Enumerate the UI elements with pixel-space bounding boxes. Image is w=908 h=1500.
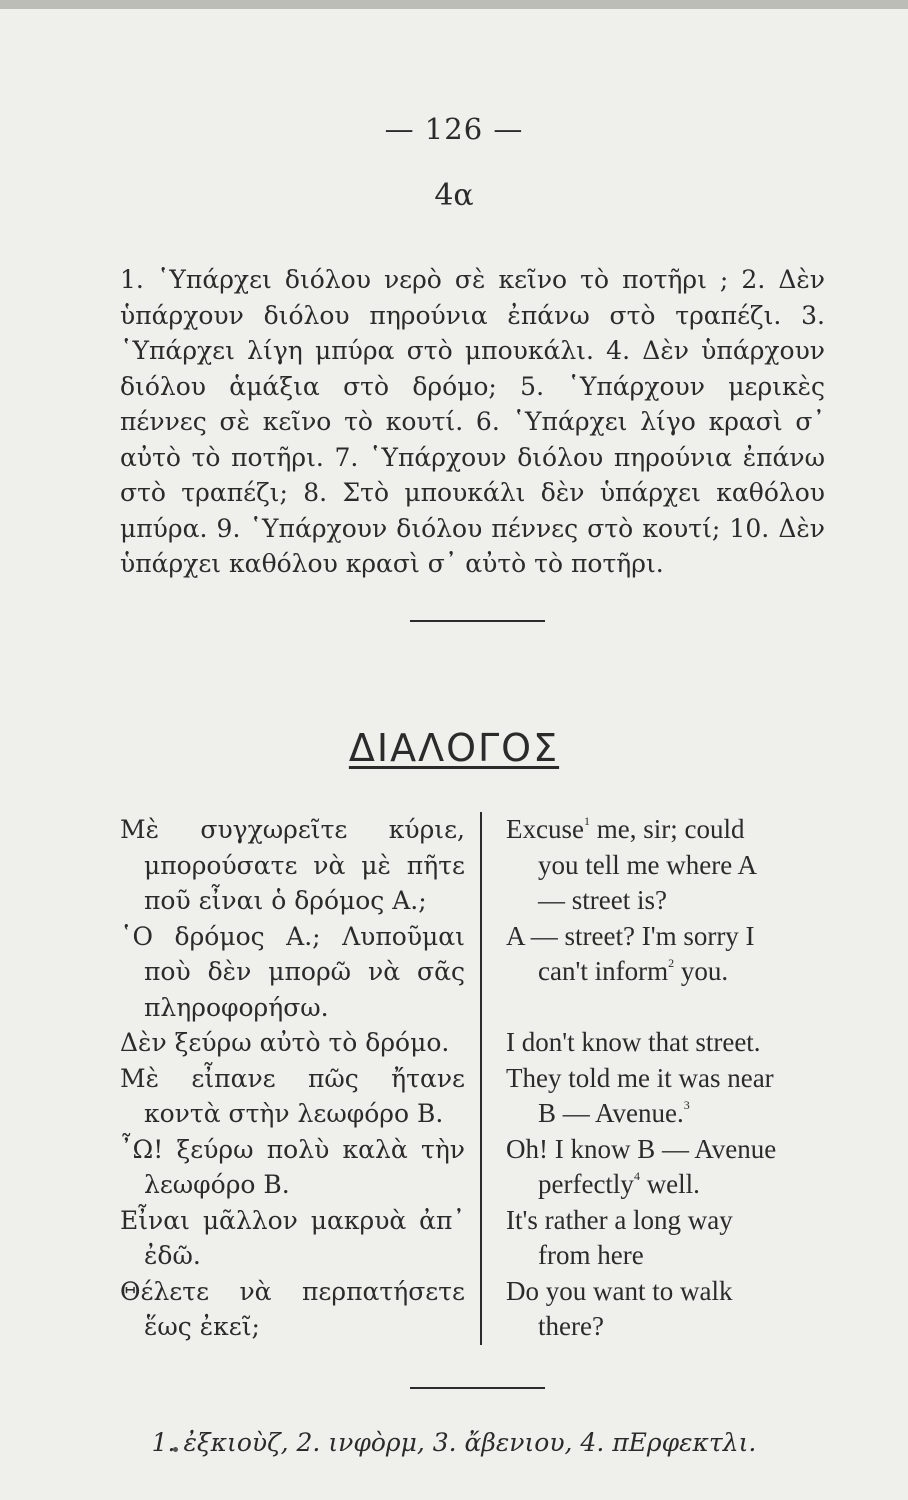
english-line: It's rather a long way from here (480, 1203, 832, 1274)
english-line: Do you want to walk there? (480, 1274, 832, 1345)
greek-line: Θέλετε νὰ περπατήσετε ἕως ἐκεῖ; (120, 1276, 465, 1341)
english-line: I don't know that street. (480, 1025, 832, 1061)
exercise-text: 1. ῾Υπάρχει διόλου νερὸ σὲ κεῖνο τὸ ποτῆρι ; 2. Δὲν ὑπάρχουν διόλου πηρούνια ἐπάνω στὸ τραπέζι. 3. ῾Υπάρχει λίγη μπύρα στὸ μπουκάλι. 4. Δὲν ὑπάρχουν διόλου ἁμάξια στὸ δρόμο; 5. ῾Υπάρχουν μερικὲς πέννες σὲ κεῖνο τὸ κουτί. 6. ῾Υπάρχει λίγο κρασὶ σ᾽ αὐτὸ τὸ ποτῆρι. 7. ῾Υπάρχουν διόλου πηρούνια ἐπάνω στὸ τραπέζι; 8. Στὸ μπουκάλι δὲν ὑπάρχει καθόλου μπύρα. 9. ῾Υπάρχουν διόλου πέννες στὸ κουτί; 10. Δὲν ὑπάρχει καθόλου κρασὶ σ᾽ αὐτὸ τὸ ποτῆρι. (120, 265, 825, 578)
dialogue-row (120, 1203, 832, 1274)
divider-rule (410, 620, 545, 622)
page-number: — 126 — (384, 112, 524, 146)
divider-rule (410, 1387, 545, 1389)
dialogue-row (120, 919, 832, 1026)
english-line: Excuse$^1$ me, sir; could you tell me where A — street is? (480, 812, 832, 919)
english-line: They told me it was near B — Avenue.$^3$ (480, 1061, 832, 1132)
dialogue-row (120, 1061, 832, 1132)
footnotes: 1. ἐξκιοὺζ, 2. ινφὸρμ, 3. ἄβενιου, 4. πΕρφεκτλι. (151, 1428, 757, 1457)
greek-line: ῾Ο δρόμος Α.; Λυποῦμαι ποὺ δὲν μπορῶ νὰ σᾶς πληροφορήσω. (120, 921, 465, 1022)
dialogue-heading: ΔΙΑΛΟΓΟΣ (348, 726, 560, 770)
dialogue-table (120, 812, 832, 1345)
greek-line: Μὲ συγχωρεῖτε κύριε, μπορούσατε νὰ μὲ πῆτε ποῦ εἶναι ὁ δρόμος Α.; (120, 815, 465, 915)
greek-line: Εἶναι μᾶλλον μακρυὰ ἀπ᾽ ἐδῶ. (120, 1205, 465, 1270)
greek-line: ῏Ω! ξεύρω πολὺ καλὰ τὴν λεωφόρο Β. (120, 1134, 465, 1199)
dialogue-row (120, 812, 832, 919)
page-top-edge (0, 0, 908, 9)
greek-line: Μὲ εἶπανε πῶς ἤτανε κοντὰ στὴν λεωφόρο Β. (120, 1063, 465, 1128)
english-line: A — street? I'm sorry I can't inform$^2$ you. (480, 919, 832, 1026)
english-line: Oh! I know B — Avenue perfectly$^4$ well. (480, 1132, 832, 1203)
dialogue-row (120, 1132, 832, 1203)
dialogue-row (120, 1025, 832, 1061)
greek-line: Δὲν ξεύρω αὐτὸ τὸ δρόμο. (120, 1028, 450, 1057)
dialogue-row (120, 1274, 832, 1345)
section-label: 4α (434, 178, 474, 213)
